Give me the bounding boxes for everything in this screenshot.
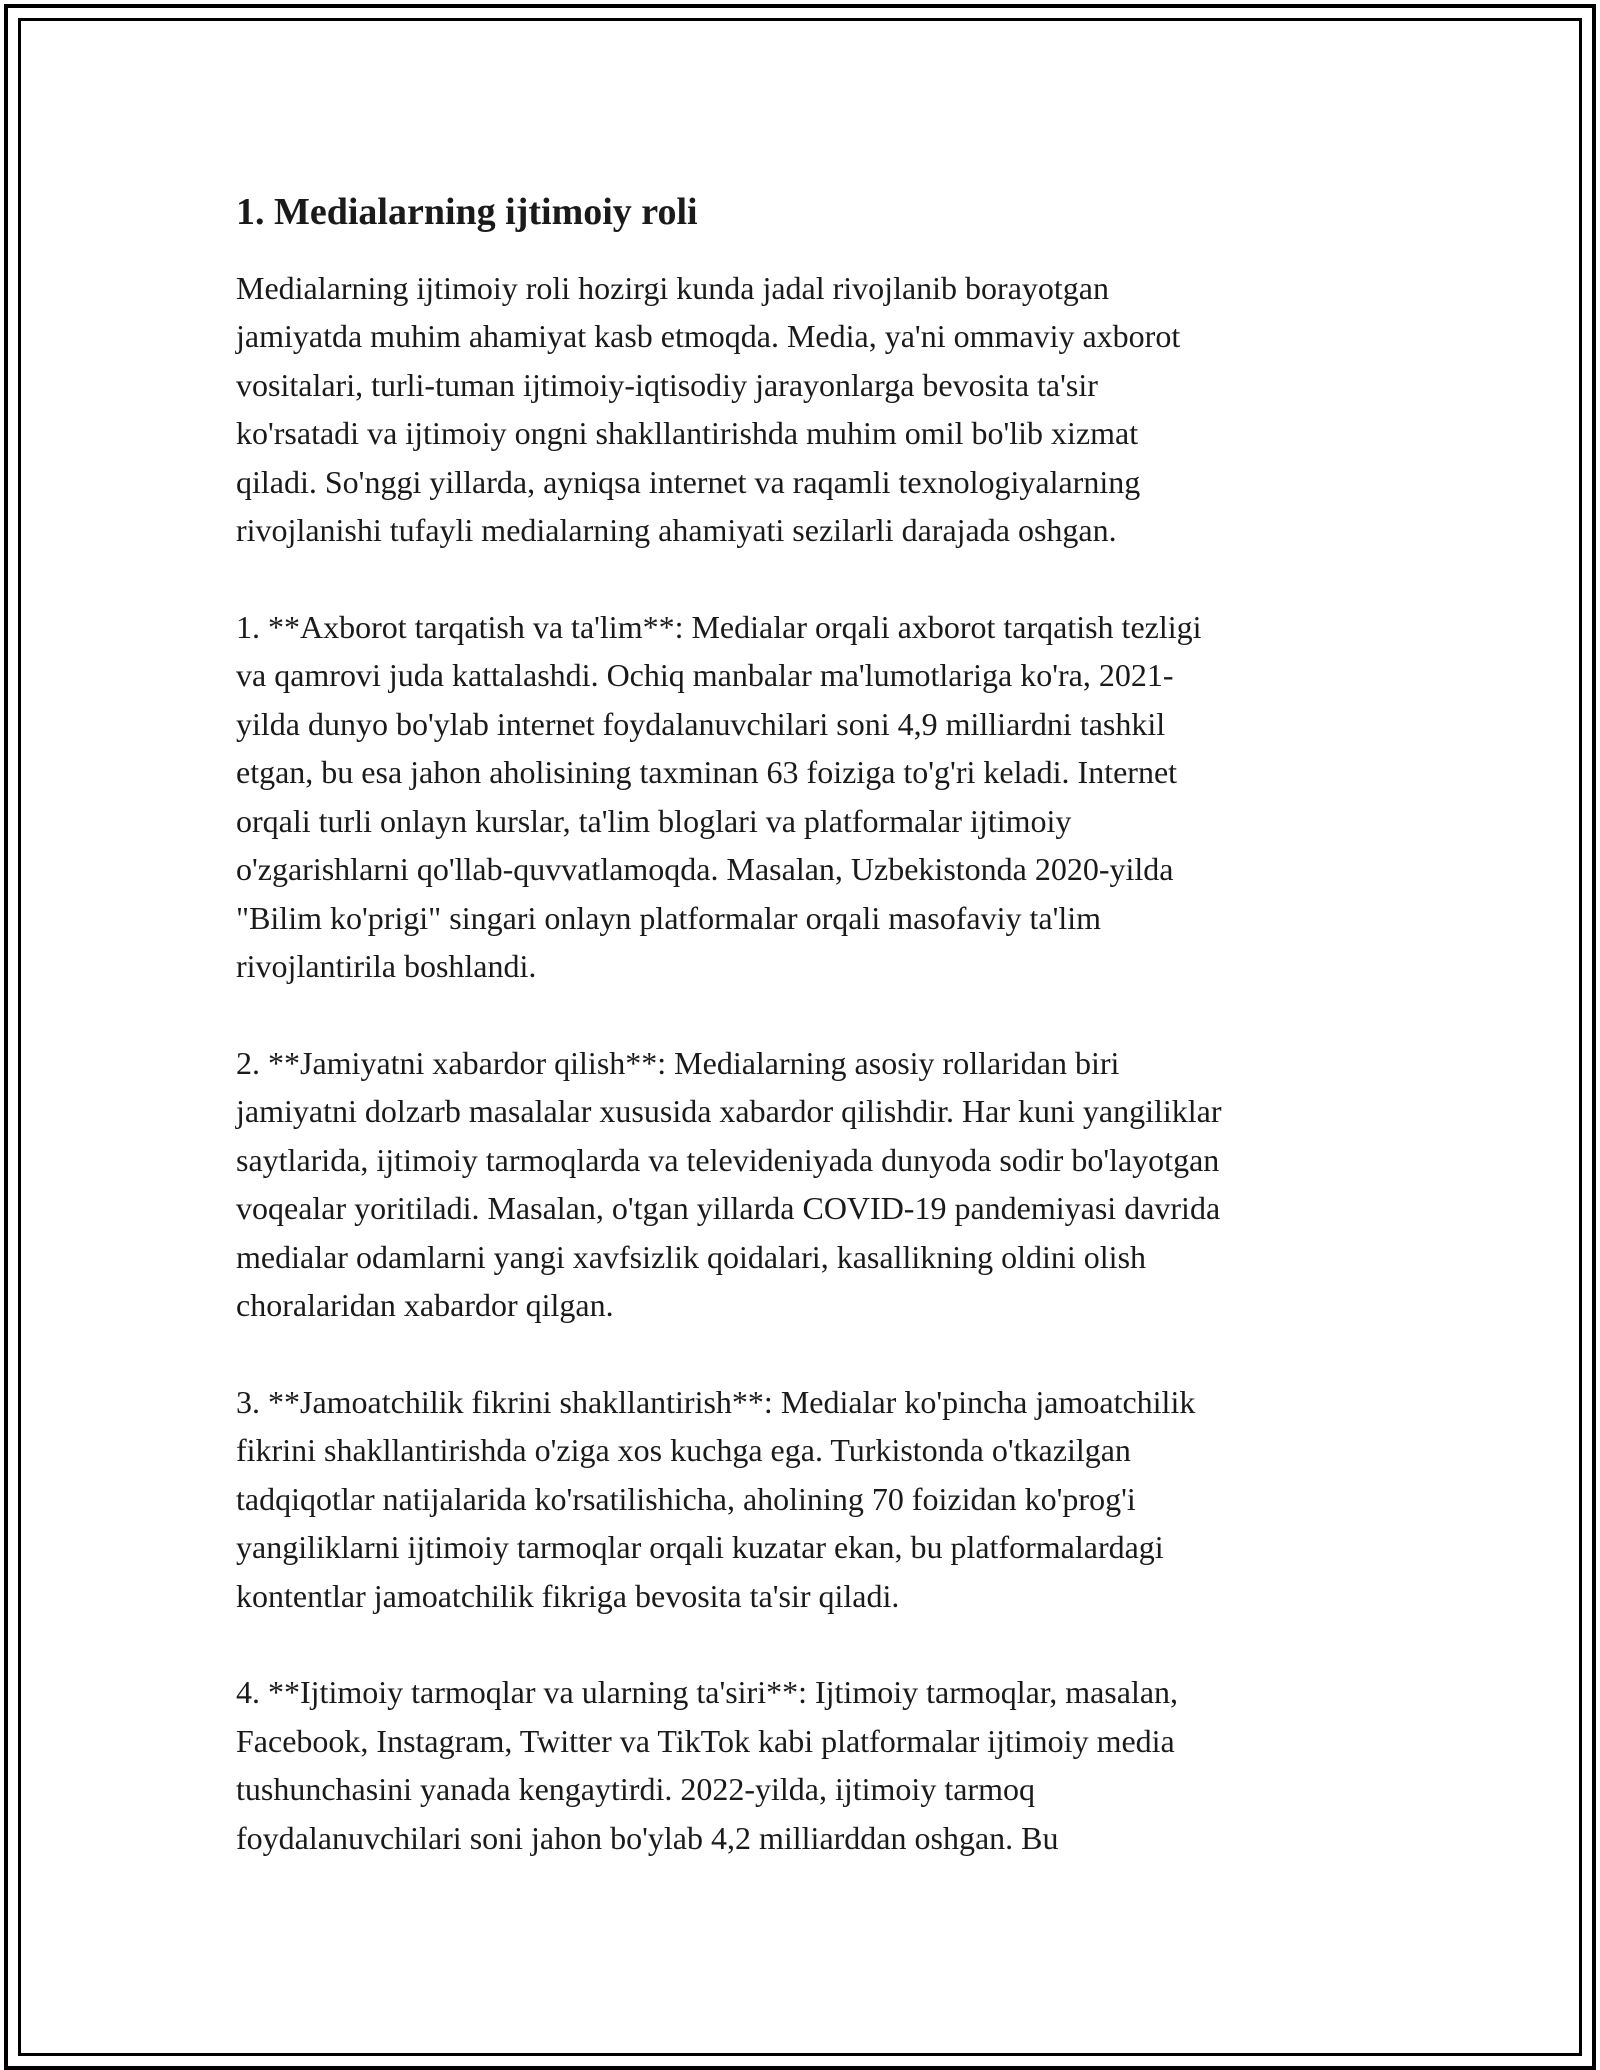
paragraph-jamiyatni-xabardor-qilish: 2. **Jamiyatni xabardor qilish**: Medialarning asosiy rollaridan biri jamiyatni dolzarb masalalar xususida xabardor qilishdir. Har kuni yangiliklar saytlarida, ijtimoiy tarmoqlarda va televideniyada dunyoda sodir bo'layotgan voqealar yoritiladi. Masalan, o'tgan yillarda COVID-19 pandemiyasi davrida medialar odamlarni yangi xavfsizlik qoidalari, kasallikning oldini olish choralaridan xabardor qilgan. bbox=[236, 1044, 1222, 1324]
document-body bbox=[236, 180, 1396, 1910]
intro-paragraph: Medialarning ijtimoiy roli hozirgi kunda jadal rivojlanib borayotgan jamiyatda muhim ahamiyat kasb etmoqda. Media, ya'ni ommaviy axborot vositalari, turli-tuman ijtimoiy-iqtisodiy jarayonlarga bevosita ta'sir ko'rsatadi va ijtimoiy ongni shakllantirishda muhim omil bo'lib xizmat qiladi. So'nggi yillarda, ayniqsa internet va raqamli texnologiyalarning rivojlanishi tufayli medialarning ahamiyati sezilarli darajada oshgan. bbox=[236, 269, 1181, 549]
paragraph-axborot-tarqatish: 1. **Axborot tarqatish va ta'lim**: Medialar orqali axborot tarqatish tezligi va qamrovi juda kattalashdi. Ochiq manbalar ma'lumotlariga ko'ra, 2021- yilda dunyo bo'ylab internet foydalanuvchilari soni 4,9 milliardni tashkil etgan, bu esa jahon aholisining taxminan 63 foiziga to'g'ri keladi. Internet orqali turli onlayn kurslar, ta'lim bloglari va platformalar ijtimoiy o'zgarishlarni qo'llab-quvvatlamoqda. Masalan, Uzbekistonda 2020-yilda "Bilim ko'prigi" singari onlayn platformalar orqali masofaviy ta'lim rivojlantirila boshlandi. bbox=[236, 608, 1202, 985]
paragraph-ijtimoiy-tarmoqlar: 4. **Ijtimoiy tarmoqlar va ularning ta'siri**: Ijtimoiy tarmoqlar, masalan, Facebook, Instagram, Twitter va TikTok kabi platformalar ijtimoiy media tushunchasini yanada kengaytirdi. 2022-yilda, ijtimoiy tarmoq foydalanuvchilari soni jahon bo'ylab 4,2 milliarddan oshgan. Bu bbox=[236, 1674, 1179, 1856]
section-title: 1. Medialarning ijtimoiy roli bbox=[236, 191, 698, 233]
paragraph-jamoatchilik-fikri: 3. **Jamoatchilik fikrini shakllantirish**: Medialar ko'pincha jamoatchilik fikrini shakllantirishda o'ziga xos kuchga ega. Turkistonda o'tkazilgan tadqiqotlar natijalarida ko'rsatilishicha, aholining 70 foizidan ko'prog'i yangiliklarni ijtimoiy tarmoqlar orqali kuzatar ekan, bu platformalardagi kontentlar jamoatchilik fikriga bevosita ta'sir qiladi. bbox=[236, 1383, 1196, 1614]
